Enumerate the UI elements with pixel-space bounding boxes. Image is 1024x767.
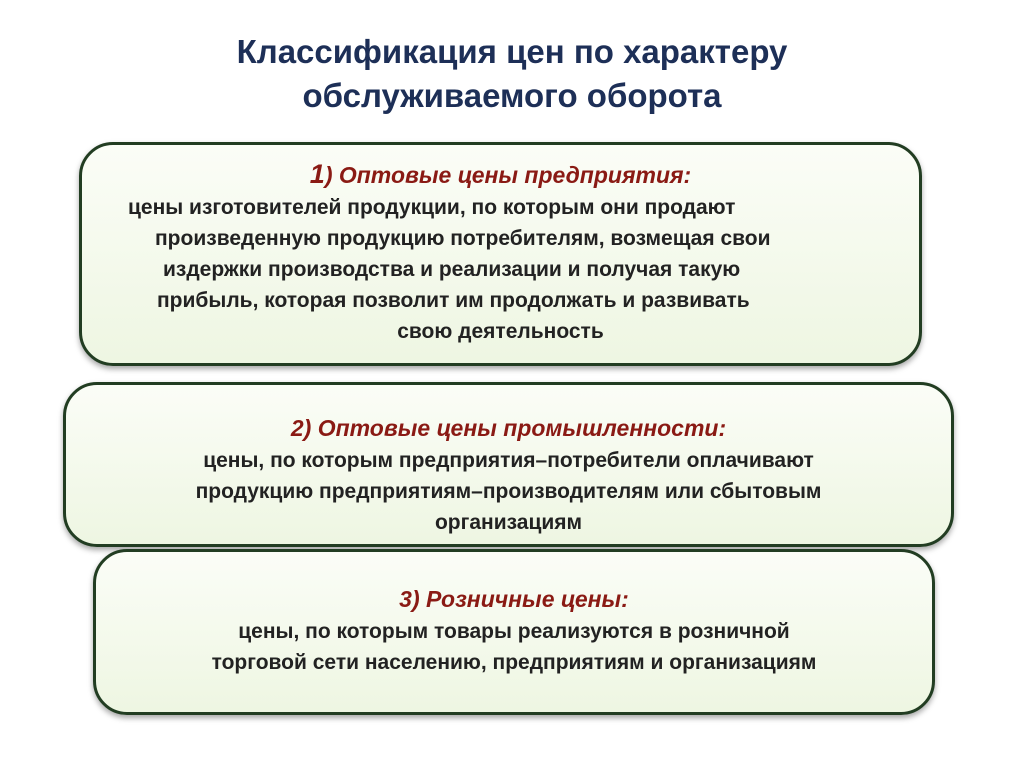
card-wholesale-industry-prices	[63, 382, 954, 547]
card-number: 3	[399, 586, 412, 612]
card-heading-text: ) Оптовые цены предприятия:	[324, 162, 692, 188]
card-wholesale-enterprise-prices	[79, 142, 922, 366]
card-body-line: торговой сети населению, предприятиям и организациям	[211, 651, 817, 674]
card-body-line: организациям	[434, 511, 583, 534]
slide-title	[0, 30, 1024, 118]
card-number: 2	[290, 415, 304, 441]
card-body-line: цены, по которым товары реализуются в розничной	[238, 620, 790, 643]
card-body	[82, 192, 919, 347]
card-retail-prices	[93, 549, 935, 715]
slide-title-line-1: Классификация цен по характеру	[236, 33, 788, 70]
card-body-line: издержки производства и реализации и получая такую	[163, 258, 741, 281]
card-heading-text: ) Оптовые цены промышленности:	[303, 415, 727, 441]
card-number: 1	[309, 159, 325, 189]
card-body-line: цены, по которым предприятия–потребители оплачивают	[203, 449, 814, 472]
card-body-line: продукцию предприятиям–производителям или сбытовым	[195, 480, 822, 503]
card-body-line: цены изготовителей продукции, по которым они продают	[128, 196, 736, 219]
card-heading	[66, 411, 951, 445]
card-body-line: произведенную продукцию потребителям, возмещая свои	[155, 227, 771, 250]
card-heading	[82, 157, 919, 192]
card-body-line: прибыль, которая позволит им продолжать и развивать	[157, 289, 750, 312]
card-heading	[96, 582, 932, 616]
slide-title-line-2: обслуживаемого оборота	[302, 77, 722, 114]
card-heading-text: ) Розничные цены:	[411, 586, 629, 612]
card-body	[66, 445, 951, 538]
card-body-line: свою деятельность	[397, 320, 604, 343]
card-body	[96, 616, 932, 678]
